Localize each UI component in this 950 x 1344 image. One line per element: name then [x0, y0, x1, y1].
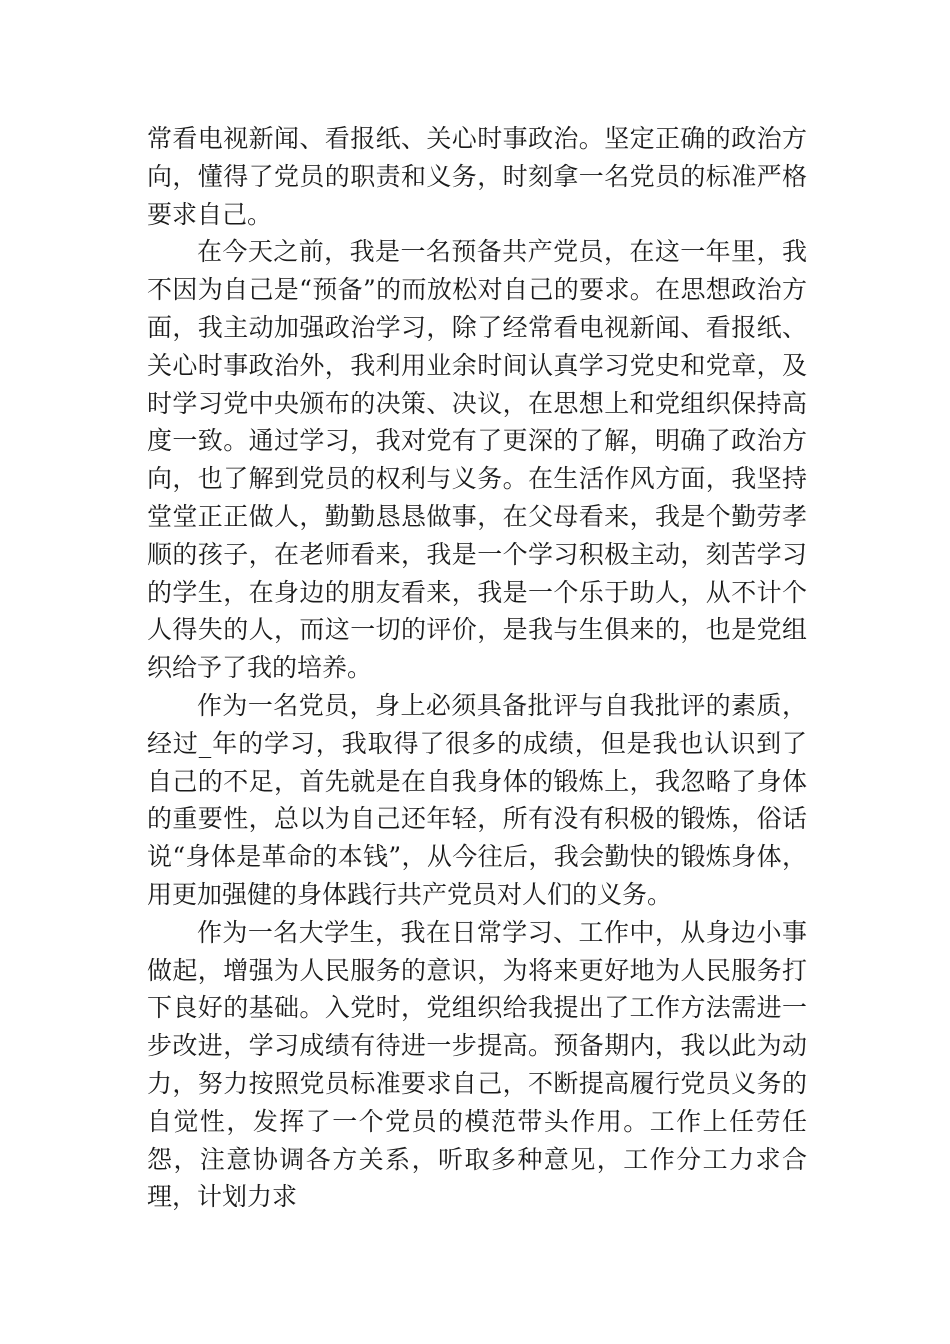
paragraph-2: 在今天之前，我是一名预备共产党员，在这一年里，我不因为自己是“预备”的而放松对自己的要求。在思想政治方面，我主动加强政治学习，除了经常看电视新闻、看报纸、关心时事政治外，我利用业余时间认真学习党史和党章，及时学习党中央颁布的决策、决议，在思想上和党组织保持高度一致。通过学习，我对党有了更深的了解，明确了政治方向，也了解到党员的权利与义务。在生活作风方面，我坚持堂堂正正做人，勤勤恳恳做事，在父母看来，我是个勤劳孝顺的孩子，在老师看来，我是一个学习积极主动，刻苦学习的学生，在身边的朋友看来，我是一个乐于助人，从不计个人得失的人，而这一切的评价，是我与生俱来的，也是党组织给予了我的培养。 — [147, 237, 807, 683]
document-body — [147, 120, 807, 1216]
paragraph-3: 作为一名党员，身上必须具备批评与自我批评的素质，经过_年的学习，我取得了很多的成绩，但是我也认识到了自己的不足，首先就是在自我身体的锻炼上，我忽略了身体的重要性，总以为自己还年轻，所有没有积极的锻炼，俗话说“身体是革命的本钱”，从今往后，我会勤快的锻炼身体，用更加强健的身体践行共产党员对人们的义务。 — [147, 690, 807, 909]
paragraph-1: 常看电视新闻、看报纸、关心时事政治。坚定正确的政治方向，懂得了党员的职责和义务，时刻拿一名党员的标准严格要求自己。 — [147, 124, 807, 229]
paragraph-4: 作为一名大学生，我在日常学习、工作中，从身边小事做起，增强为人民服务的意识，为将来更好地为人民服务打下良好的基础。入党时，党组织给我提出了工作方法需进一步改进，学习成绩有待进一步提高。预备期内，我以此为动力，努力按照党员标准要求自己，不断提高履行党员义务的自觉性，发挥了一个党员的模范带头作用。工作上任劳任怨，注意协调各方关系，听取多种意见，工作分工力求合理，计划力求 — [147, 917, 807, 1212]
